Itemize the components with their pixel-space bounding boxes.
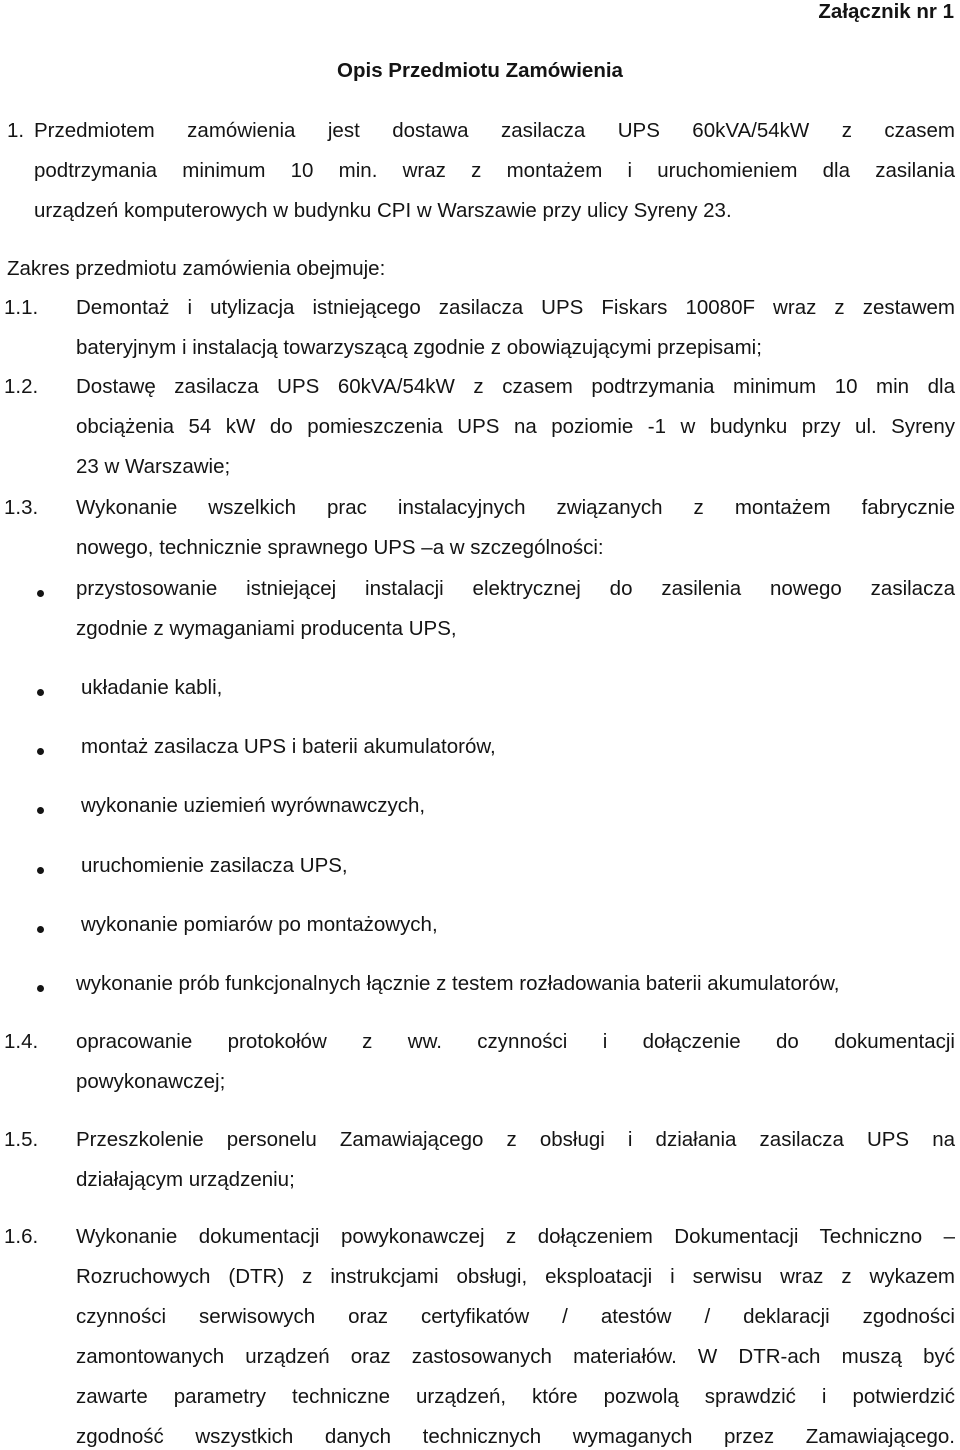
item-line: obciążenia 54 kW do pomieszczenia UPS na poziomie -1 w budynku przy ul. Syreny [76, 415, 955, 438]
item-line: Wykonanie wszelkich prac instalacyjnych związanych z montażem fabrycznie [76, 496, 955, 519]
item-line: bateryjnym i instalacją towarzyszącą zgodnie z obowiązującymi przepisami; [76, 336, 762, 359]
item-line: zgodność wszystkich danych technicznych wymaganych przez Zamawiającego. [76, 1425, 955, 1448]
item-number: 1.5. [4, 1128, 39, 1151]
item-number: 1.6. [4, 1225, 39, 1248]
bullet-dot [37, 926, 44, 933]
bullet-dot [37, 689, 44, 696]
bullet-line: uruchomienie zasilacza UPS, [81, 854, 348, 877]
bullet-dot [37, 590, 44, 597]
attachment-label: Załącznik nr 1 [818, 0, 954, 23]
item-number: 1.4. [4, 1030, 39, 1053]
bullet-line: montaż zasilacza UPS i baterii akumulatorów, [81, 735, 496, 758]
item-line: 23 w Warszawie; [76, 455, 231, 478]
bullet-line: wykonanie prób funkcjonalnych łącznie z testem rozładowania baterii akumulatorów, [76, 972, 840, 995]
page-title: Opis Przedmiotu Zamówienia [337, 59, 623, 82]
item-line: Przeszkolenie personelu Zamawiającego z obsługi i działania zasilacza UPS na [76, 1128, 955, 1151]
intro-line: urządzeń komputerowych w budynku CPI w Warszawie przy ulicy Syreny 23. [34, 199, 732, 222]
item-line: czynności serwisowych oraz certyfikatów / atestów / deklaracji zgodności [76, 1305, 955, 1328]
bullet-dot [37, 985, 44, 992]
bullet-line: przystosowanie istniejącej instalacji elektrycznej do zasilenia nowego zasilacza [76, 577, 955, 600]
bullet-dot [37, 748, 44, 755]
bullet-dot [37, 867, 44, 874]
item-line: opracowanie protokołów z ww. czynności i dołączenie do dokumentacji [76, 1030, 955, 1053]
item-line: zamontowanych urządzeń oraz zastosowanych materiałów. W DTR-ach muszą być [76, 1345, 955, 1368]
item-line: nowego, technicznie sprawnego UPS –a w szczególności: [76, 536, 604, 559]
item-line: działającym urządzeniu; [76, 1168, 295, 1191]
intro-number: 1. [7, 119, 25, 142]
scope-heading: Zakres przedmiotu zamówienia obejmuje: [7, 257, 386, 280]
item-line: Dostawę zasilacza UPS 60kVA/54kW z czasem podtrzymania minimum 10 min dla [76, 375, 955, 398]
bullet-line: układanie kabli, [81, 676, 223, 699]
item-number: 1.1. [4, 296, 39, 319]
item-number: 1.3. [4, 496, 39, 519]
item-line: zawarte parametry techniczne urządzeń, które pozwolą sprawdzić i potwierdzić [76, 1385, 955, 1408]
intro-line: Przedmiotem zamówienia jest dostawa zasilacza UPS 60kVA/54kW z czasem [34, 119, 955, 142]
item-line: Demontaż i utylizacja istniejącego zasilacza UPS Fiskars 10080F wraz z zestawem [76, 296, 955, 319]
item-line: powykonawczej; [76, 1070, 226, 1093]
bullet-line: zgodnie z wymaganiami producenta UPS, [76, 617, 457, 640]
bullet-line: wykonanie uziemień wyrównawczych, [81, 794, 426, 817]
item-number: 1.2. [4, 375, 39, 398]
bullet-line: wykonanie pomiarów po montażowych, [81, 913, 438, 936]
bullet-dot [37, 807, 44, 814]
item-line: Wykonanie dokumentacji powykonawczej z dołączeniem Dokumentacji Techniczno – [76, 1225, 955, 1248]
intro-line: podtrzymania minimum 10 min. wraz z montażem i uruchomieniem dla zasilania [34, 159, 955, 182]
item-line: Rozruchowych (DTR) z instrukcjami obsługi, eksploatacji i serwisu wraz z wykazem [76, 1265, 955, 1288]
